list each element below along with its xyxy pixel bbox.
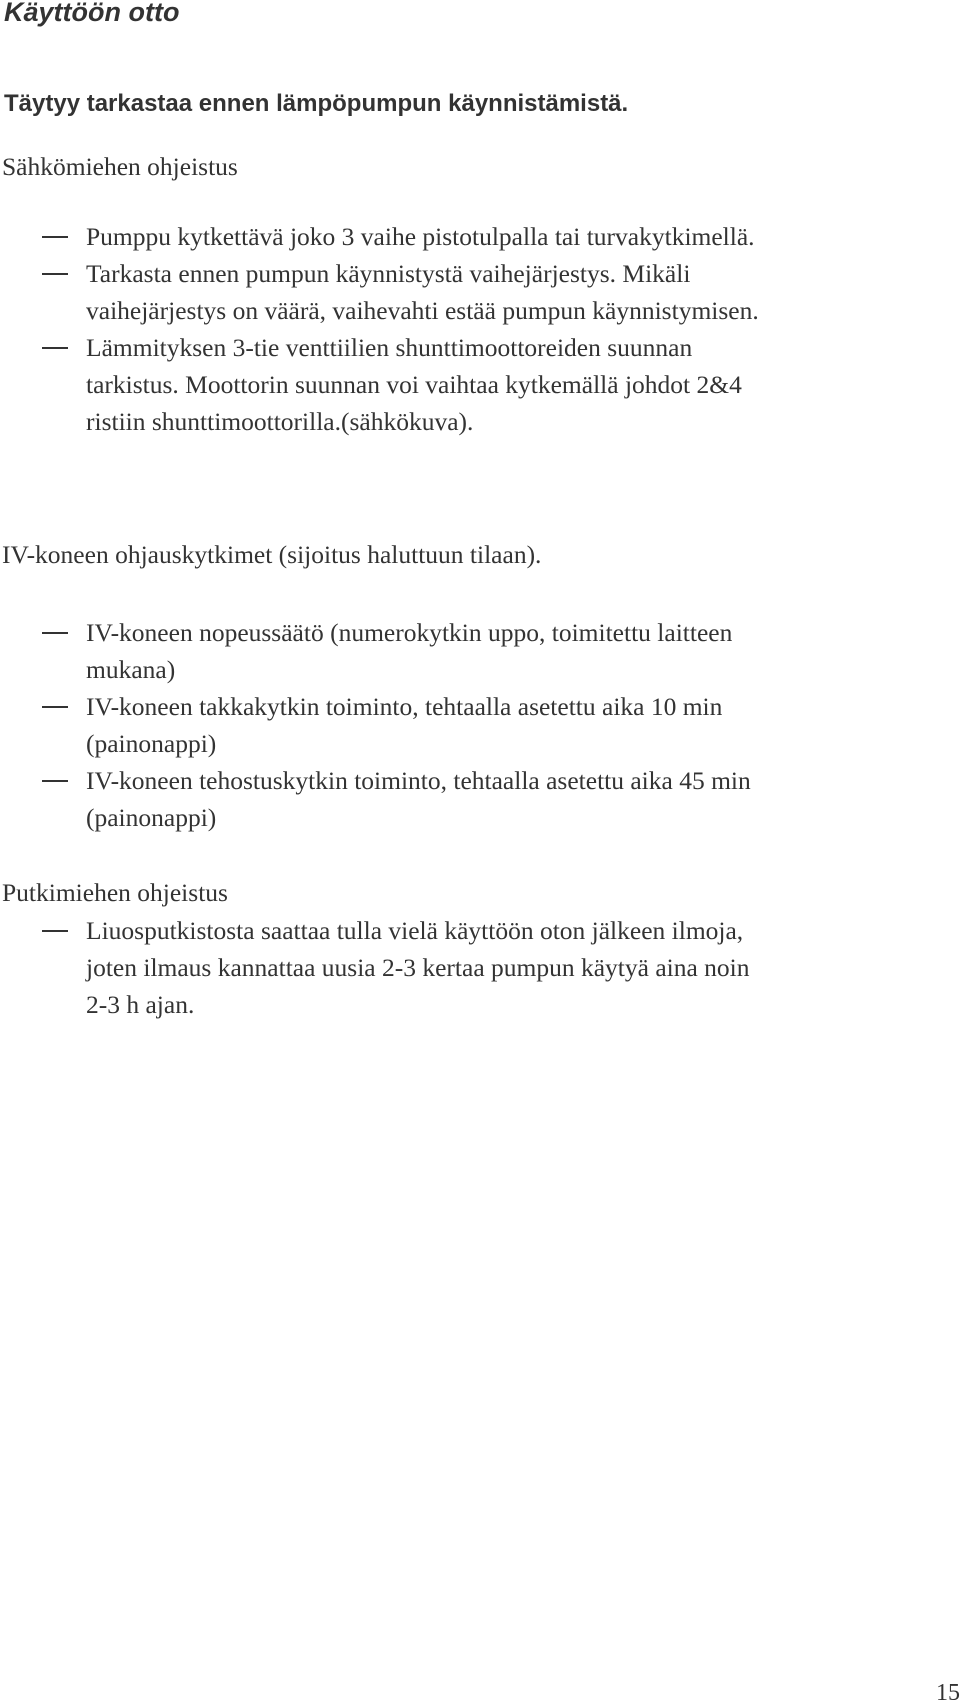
list-item xyxy=(0,255,960,329)
dash-bullet-icon xyxy=(42,930,68,932)
section-title-ventilation-switches: IV-koneen ohjauskytkimet (sijoitus haluttuun tilaan). xyxy=(2,540,542,569)
list-item-text: Liuosputkistosta saattaa tulla vielä käyttöön oton jälkeen ilmoja, joten ilmaus kannattaa uusia 2-3 kertaa pumpun käytyä aina noin 2-3 h ajan. xyxy=(86,916,750,1019)
list-item xyxy=(0,614,960,688)
list-item xyxy=(0,912,960,1023)
page-number: 15 xyxy=(936,1680,960,1706)
list-item-text: Lämmityksen 3-tie venttiilien shunttimoottoreiden suunnan tarkistus. Moottorin suunnan voi vaihtaa kytkemällä johdot 2&4 ristiin shunttimoottorilla.(sähkökuva). xyxy=(86,333,742,436)
list-item xyxy=(0,688,960,762)
list-item-text: Tarkasta ennen pumpun käynnistystä vaihejärjestys. Mikäli vaihejärjestys on väärä, vaihevahti estää pumpun käynnistymisen. xyxy=(86,259,759,325)
dash-bullet-icon xyxy=(42,347,68,349)
dash-bullet-icon xyxy=(42,780,68,782)
dash-bullet-icon xyxy=(42,706,68,708)
page-heading: Käyttöön otto xyxy=(4,0,180,27)
section-title-electrician: Sähkömiehen ohjeistus xyxy=(2,152,238,181)
list-item-text: IV-koneen nopeussäätö (numerokytkin uppo, toimitettu laitteen mukana) xyxy=(86,618,733,684)
list-item xyxy=(0,762,960,836)
section-title-plumber: Putkimiehen ohjeistus xyxy=(2,878,228,907)
dash-bullet-icon xyxy=(42,236,68,238)
list-item-text: IV-koneen tehostuskytkin toiminto, tehtaalla asetettu aika 45 min (painonappi) xyxy=(86,766,751,832)
dash-bullet-icon xyxy=(42,273,68,275)
list-item-text: Pumppu kytkettävä joko 3 vaihe pistotulpalla tai turvakytkimellä. xyxy=(86,222,755,251)
dash-bullet-icon xyxy=(42,632,68,634)
list-item-text: IV-koneen takkakytkin toiminto, tehtaalla asetettu aika 10 min (painonappi) xyxy=(86,692,723,758)
electrician-instructions-list xyxy=(0,218,960,440)
ventilation-switches-list xyxy=(0,614,960,836)
plumber-instructions-list xyxy=(0,912,960,1023)
page-subheading: Täytyy tarkastaa ennen lämpöpumpun käynnistämistä. xyxy=(4,90,629,117)
list-item xyxy=(0,218,960,255)
list-item xyxy=(0,329,960,440)
